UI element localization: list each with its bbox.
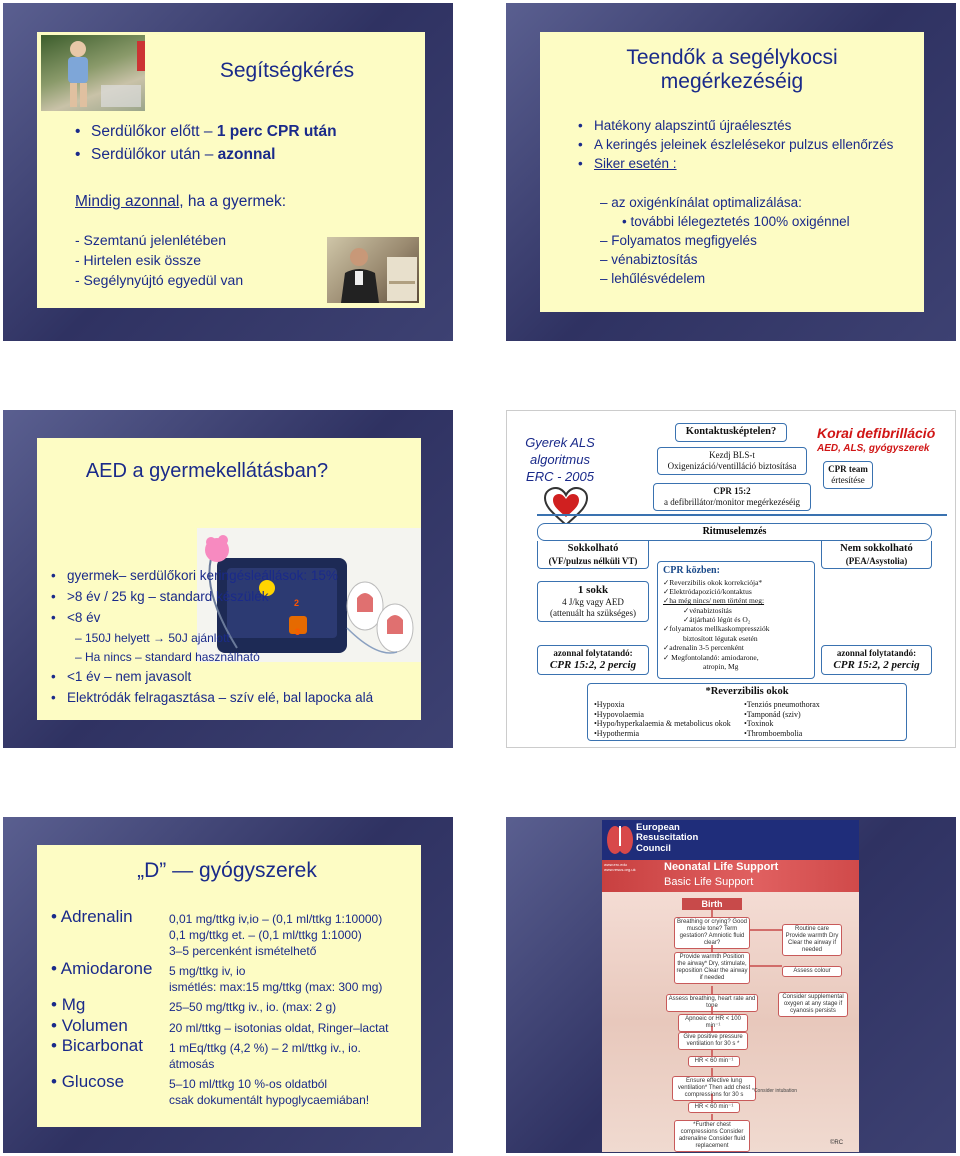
- nonshock-line-2: (PEA/Asystolia): [845, 555, 908, 566]
- during-item-8: ✓adrenalin 3-5 percenként: [663, 643, 744, 653]
- drug-adrenalin-dose: [169, 911, 382, 960]
- drug-amiodarone: Amiodarone: [60, 959, 153, 978]
- slide-3-panel: [37, 438, 421, 720]
- bullet-pulse-check: • A keringés jeleinek észlelésekor pulzus ellenőrzés: [578, 137, 908, 154]
- shock-line-2: (VF/pulzus nélküli VT): [548, 555, 638, 566]
- during-item-5: ✓átjárható légút és O₂: [683, 615, 751, 624]
- adrenalin-line-3: 3–5 percenként ismételhető: [169, 944, 317, 959]
- bls-subtitle: Basic Life Support: [664, 876, 754, 888]
- slide-5: [3, 817, 453, 1153]
- aed-label-2: 2: [294, 598, 300, 608]
- cpr-152-box: [653, 483, 811, 511]
- rev-thromboembolism: •Thromboembolia: [744, 728, 803, 738]
- always-rest: , ha a gyermek:: [179, 193, 287, 210]
- one-shock-line-3: (attenuált ha szükséges): [550, 607, 636, 618]
- item-witnessed: - Szemtanú jelenlétében: [75, 232, 226, 248]
- bls-line-1: Kezdj BLS-t: [709, 450, 755, 460]
- adrenalin-line-2: 0,1 mg/ttkg et. – (0,1 ml/ttkg 1:1000): [169, 928, 362, 943]
- nls-oxygen: Consider supplemental oxygen at any stage if cyanosis persists: [778, 992, 848, 1017]
- cont-line-1: azonnal folytatandó:: [553, 648, 633, 658]
- als-title-line-2: algoritmus: [530, 451, 590, 467]
- one-shock-line-1: 1 sokk: [577, 584, 609, 596]
- during-item-2: ✓Elektródapozíció/kontaktus: [663, 586, 752, 596]
- slide-2-panel: [540, 32, 924, 312]
- adrenalin-line-1: 0,01 mg/ttkg iv,io – (0,1 ml/ttkg 1:10000): [169, 912, 383, 926]
- slide-5-title: „D” — gyógyszerek: [137, 859, 317, 882]
- glucose-line-1: 5–10 ml/ttkg 10 %-os oldatból: [169, 1077, 328, 1091]
- rev-tension-pneumothorax: •Tenziós pneumothorax: [744, 700, 820, 709]
- sub-iv-access: – vénabiztosítás: [600, 252, 698, 267]
- slide-1-title: Segítségkérés: [219, 59, 355, 82]
- shockable-box: [537, 541, 649, 569]
- drug-glucose-dose: [169, 1076, 369, 1108]
- nls-step-9: *Further chest compressions Consider adrenaline Consider fluid replacement: [674, 1120, 750, 1152]
- rev-hypothermia: •Hypothermia: [594, 728, 640, 738]
- poster-signature: ©RC: [830, 1140, 844, 1146]
- nls-step-4: Apnoeic or HR < 100 min⁻¹: [678, 1014, 748, 1032]
- bullet-after-adolescence: [75, 145, 420, 164]
- slide-6: [506, 817, 956, 1153]
- cpr-line-1: CPR 15:2: [713, 486, 751, 496]
- bullet-2-text: Serdülőkor után –: [91, 146, 214, 164]
- erc-url-2: www.resus.org.uk: [604, 867, 636, 872]
- item-rescuer-alone: - Segélynyújtó egyedül van: [75, 272, 244, 288]
- sub-standard-usable: – Ha nincs – standard használható: [75, 650, 260, 664]
- early-defib-title: Korai defibrilláció: [817, 425, 936, 441]
- drug-adrenalin: Adrenalin: [60, 907, 133, 926]
- cont-line-4: CPR 15:2, 2 percig: [833, 658, 920, 671]
- slide-3-bullets-2: [51, 669, 421, 707]
- drug-bicarbonat-dose: [169, 1040, 361, 1072]
- man-on-phone-photo: [327, 237, 419, 303]
- rev-hypoxia: •Hypoxia: [594, 700, 625, 709]
- slide-1-bullets: [75, 122, 420, 165]
- team-line-2: értesítése: [831, 474, 865, 485]
- als-title-line-1: Gyerek ALS: [525, 435, 595, 450]
- nls-step-8: HR < 60 min⁻¹: [688, 1102, 740, 1113]
- erc-line-3: Council: [636, 842, 671, 854]
- continue-cpr-nonshock-box: [821, 645, 932, 675]
- nonshock-line-1: Nem sokkolható: [840, 543, 913, 554]
- bullet-2-bold: azonnal: [217, 146, 276, 164]
- non-shockable-box: [821, 541, 932, 569]
- divider-line: [537, 514, 947, 516]
- man-photo-figure: [327, 237, 419, 303]
- cpr-line-2: a defibrillátor/monitor megérkezéséig: [664, 496, 800, 507]
- als-title-line-3: ERC - 2005: [526, 468, 594, 484]
- reversible-left-col: [594, 700, 731, 738]
- drug-glucose-bullet: • Glucose: [51, 1072, 125, 1091]
- bicarbonat-line-2: átmosás: [169, 1057, 215, 1072]
- rev-hypovolaemia: •Hypovolaemia: [594, 709, 644, 719]
- drug-mg-bullet: • Mg: [51, 995, 86, 1014]
- child-photo-figure: [41, 35, 145, 111]
- nls-assess-colour: Assess colour: [782, 966, 842, 977]
- slide-1: [3, 3, 453, 341]
- contact-box: [675, 423, 787, 442]
- drug-volumen-dose: [169, 1020, 388, 1036]
- nls-step-1: Breathing or crying? Good muscle tone? Term gestation? Amniotic fluid clear?: [674, 917, 750, 949]
- one-shock-line-2: 4 J/kg vagy AED: [562, 597, 624, 608]
- cpr-team-box: [823, 461, 873, 489]
- bicarbonat-line-1: 1 mEq/ttkg (4,2 %) – 2 ml/ttkg iv., io.: [169, 1041, 361, 1055]
- nls-step-2: Provide warmth Position the airway* Dry, stimulate, reposition Clear the airway if needed: [674, 952, 750, 984]
- drug-amiodarone-dose: [169, 963, 382, 995]
- during-item-4: ✓vénabiztosítás: [683, 605, 732, 615]
- birth-text: Birth: [701, 899, 723, 909]
- nls-step-5: Give positive pressure ventilation for 30 s *: [678, 1032, 748, 1050]
- aed-label-3: 3: [295, 627, 301, 637]
- nls-routine-care: Routine care Provide warmth Dry Clear the airway if needed: [782, 924, 842, 956]
- nls-arrows: [602, 820, 859, 1152]
- heart-logo-icon: [543, 487, 589, 527]
- nls-poster: [602, 820, 859, 1152]
- sub-50j: – 150J helyett → 50J ajánlott: [75, 631, 230, 645]
- amiodarone-line-1: 5 mg/ttkg iv, io: [169, 964, 246, 978]
- slide-3: [3, 410, 453, 748]
- bls-line-2: Oxigenizáció/ventilláció biztosítása: [667, 460, 797, 471]
- bullet-standard-device: • >8 év / 25 kg – standard készülék: [51, 589, 419, 606]
- slide-1-panel: [37, 32, 425, 308]
- nls-title: Neonatal Life Support: [664, 861, 779, 873]
- amiodarone-line-2: ismétlés: max:15 mg/ttkg (max: 300 mg): [169, 980, 383, 995]
- reversible-causes-box: [587, 683, 907, 741]
- rhythm-bar: [537, 523, 932, 541]
- bullet-arrest-rate: • gyermek– serdülőkori keringésleállások: 15%: [51, 568, 419, 585]
- one-shock-box: [537, 581, 649, 622]
- nls-side-note: *Consider intubation: [752, 1088, 798, 1094]
- bullet-under-1: • <1 év – nem javasolt: [51, 669, 421, 686]
- bullet-effective-cpr: • Hatékony alapszintű újraélesztés: [578, 118, 908, 135]
- slide-3-title: AED a gyermekellátásban?: [85, 460, 329, 482]
- nls-step-6: HR < 60 min⁻¹: [688, 1056, 740, 1067]
- bls-box: [657, 447, 807, 475]
- item-sudden-collapse: - Hirtelen esik össze: [75, 252, 202, 268]
- rev-hypo-hyperkalaemia: •Hypo/hyperkalaemia & metabolicus okok: [594, 719, 731, 729]
- always-underline: Mindig azonnal: [75, 193, 180, 210]
- drug-mg: Mg: [61, 995, 86, 1014]
- cont-line-2: CPR 15:2, 2 percig: [549, 658, 637, 671]
- rev-toxins: •Toxinok: [744, 719, 774, 729]
- bullet-electrodes: • Elektródák felragasztása – szív elé, bal lapocka alá: [51, 690, 421, 707]
- drug-mg-dose: [169, 999, 336, 1015]
- nls-step-3: Assess breathing, heart rate and tone: [666, 994, 758, 1012]
- slide-3-bullets: [51, 568, 419, 627]
- reversible-title: *Reverzibilis okok: [705, 686, 789, 697]
- during-item-1: ✓Reverzibilis okok korrekciója*: [663, 577, 763, 587]
- team-line-1: CPR team: [828, 464, 868, 474]
- drug-amiodarone-bullet: • Amiodarone: [51, 959, 153, 978]
- cpr-during-box: [657, 561, 815, 679]
- continue-cpr-shock-box: [537, 645, 649, 675]
- rhythm-text: Ritmuselemzés: [702, 526, 767, 537]
- als-title: [515, 435, 605, 486]
- erc-line-2: Resuscitation: [636, 832, 699, 844]
- cont-line-3: azonnal folytatandó:: [836, 648, 917, 658]
- nls-step-7: Ensure effective lung ventilation* Then add chest compressions for 30 s: [672, 1076, 756, 1101]
- bullet-success: [578, 156, 908, 173]
- during-title: CPR közben:: [663, 565, 720, 576]
- during-item-9: ✓ Megfontolandó: amiodarone,: [663, 652, 759, 662]
- sub-monitoring: – Folyamatos megfigyelés: [600, 233, 757, 248]
- always-immediately: [75, 192, 286, 211]
- during-item-6: ✓folyamatos mellkaskompressziók: [663, 624, 770, 634]
- sub-cooling-protection: – lehűlésvédelem: [600, 271, 706, 286]
- slide-2-bullets: [578, 118, 908, 173]
- bullet-under-8: • <8 év: [51, 610, 419, 627]
- glucose-line-2: csak dokumentált hypoglycaemiában!: [169, 1093, 370, 1108]
- bullet-1-text: Serdülőkor előtt –: [91, 123, 213, 140]
- during-item-10: atropin, Mg: [703, 661, 739, 671]
- slide-5-panel: [37, 845, 421, 1127]
- slide-2-title: Teendők a segélykocsi megérkezéséig: [626, 46, 838, 94]
- shock-line-1: Sokkolható: [567, 543, 619, 554]
- child-on-phone-photo: [41, 35, 145, 111]
- contact-text: Kontaktusképtelen?: [685, 426, 777, 437]
- sub-oxygen-optimize: – az oxigénkínálat optimalizálása:: [600, 195, 802, 210]
- slide-4: [506, 410, 956, 748]
- during-item-7: biztosított légutak esetén: [683, 633, 758, 643]
- drug-volumen: Volumen: [61, 1016, 128, 1035]
- bullet-success-text: Siker esetén :: [594, 155, 677, 171]
- bullet-before-adolescence: [75, 122, 420, 141]
- reversible-right-col: [744, 700, 820, 738]
- early-defib-sub: AED, ALS, gyógyszerek: [817, 443, 930, 454]
- during-item-3: ✓ha még nincs/ nem történt meg:: [663, 596, 765, 606]
- drug-bicarbonat-bullet: • Bicarbonat: [51, 1036, 143, 1055]
- mg-line-1: 25–50 mg/ttkg iv., io. (max: 2 g): [169, 1000, 337, 1014]
- slide-2: [506, 3, 956, 341]
- volumen-line-1: 20 ml/ttkg – isotonias oldat, Ringer–lactat: [169, 1021, 389, 1035]
- erc-url-1: www.erc.edu: [604, 862, 627, 867]
- sub-sub-ventilation: • további lélegeztetés 100% oxigénnel: [622, 214, 850, 229]
- bullet-1-bold: 1 perc CPR után: [216, 123, 337, 140]
- drug-glucose: Glucose: [61, 1072, 125, 1091]
- erc-line-1: European: [636, 822, 680, 833]
- drug-adrenalin-bullet: • Adrenalin: [51, 907, 133, 926]
- drug-volumen-bullet: • Volumen: [51, 1016, 128, 1035]
- drug-bicarbonat: Bicarbonat: [61, 1036, 143, 1055]
- rev-tamponade: •Tamponád (sziv): [744, 709, 801, 719]
